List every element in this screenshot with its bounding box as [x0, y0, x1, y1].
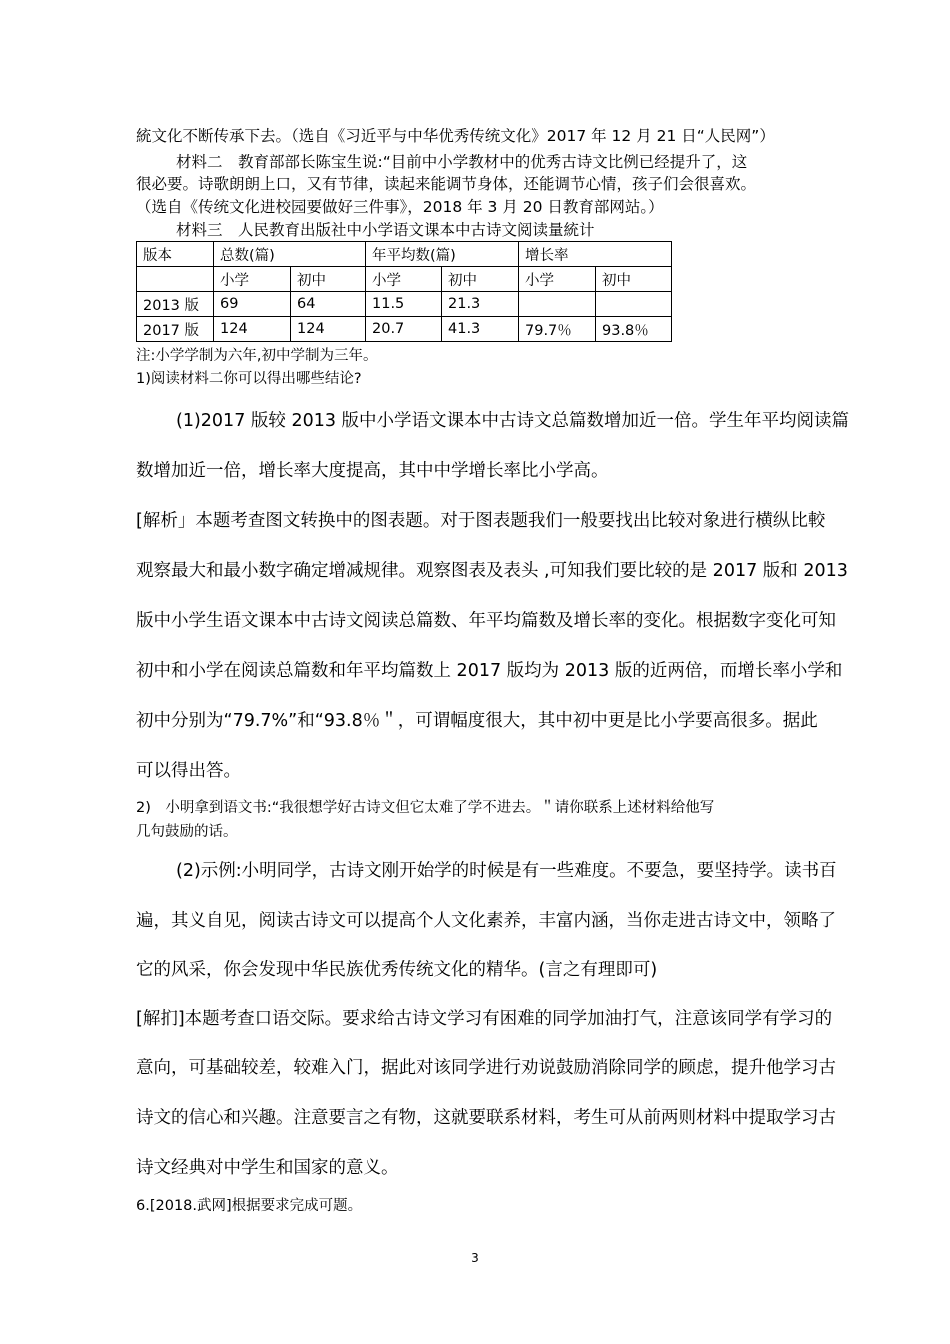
subheader-cell: 小学 [366, 267, 442, 292]
table-cell [596, 292, 672, 317]
table-cell: 2017 版 [137, 317, 214, 342]
text-line: 很必要。诗歌朗朗上口，又有节律，读起来能调节身体，还能调节心情，孩子们会很喜欢。 [136, 175, 757, 193]
analysis-line: 意向，可基础较差，较难入门，据此对该同学进行劝说鼓励消除同学的顾虑，提升他学习古 [136, 1058, 836, 1078]
text-line: （选自《传统文化进校园要做好三件事》，2018 年 3 月 20 日教育部网站。） [136, 198, 664, 216]
question-2: 2) 小明拿到语文书:“我很想学好古诗文但它太难了学不进去。＂请你联系上述材料给他写 [136, 800, 715, 816]
analysis-line: 可以得出答。 [136, 761, 241, 781]
question-1: 1)阅读材料二你可以得出哪些结论? [136, 371, 362, 387]
answer-line: (1)2017 版较 2013 版中小学语文课本中古诗文总篇数增加近一倍。学生年平均阅读篇 [176, 411, 850, 431]
subheader-cell: 小学 [214, 267, 291, 292]
table-cell: 20.7 [366, 317, 442, 342]
table-cell: 69 [214, 292, 291, 317]
table-cell: 124 [214, 317, 291, 342]
header-cell: 增长率 [519, 242, 672, 267]
header-cell: 总数(篇) [214, 242, 366, 267]
table-note: 注:小学学制为六年,初中学制为三年。 [136, 348, 378, 364]
text-line: 統文化不断传承下去。（选自《习近平与中华优秀传统文化》2017 年 12 月 21 日“人民网”） [136, 127, 775, 145]
question-2: 几句鼓励的话。 [136, 824, 238, 840]
analysis-line: 诗文的信心和兴趣。注意要言之有物，这就要联系材料，考生可从前两则材料中提取学习古 [136, 1108, 836, 1128]
analysis-line: [解析」本题考查图文转换中的图表题。对于图表题我们一般要找出比较对象进行横纵比較 [136, 511, 826, 531]
answer-line: (2)示例:小明同学，古诗文刚开始学的时候是有一些难度。不要急，要坚持学。读书百 [176, 861, 837, 881]
answer-line: 数增加近一倍，增长率大度提高，其中中学增长率比小学高。 [136, 461, 609, 481]
subheader-cell: 小学 [519, 267, 596, 292]
table-cell: 124 [291, 317, 366, 342]
header-cell: 版本 [137, 242, 214, 267]
table-cell [519, 292, 596, 317]
question-6: 6.[2018.武网]根据要求完成可题。 [136, 1198, 363, 1214]
answer-line: 它的风采，你会发现中华民族优秀传统文化的精华。(言之有理即可) [136, 960, 658, 980]
table-cell: 79.7％ [519, 317, 596, 342]
table-cell: 11.5 [366, 292, 442, 317]
analysis-line: 观察最大和最小数字确定增减规律。观察图表及表头 ,可知我们要比较的是 2017 版和 2013 [136, 561, 848, 581]
statistics-table [136, 241, 672, 342]
table-subheader-row [137, 267, 672, 292]
table-cell [137, 267, 214, 292]
analysis-line: 初中分别为“79.7%”和“93.8％＂，可谓幅度很大，其中初中更是比小学要高很多。据此 [136, 711, 818, 731]
subheader-cell: 初中 [442, 267, 519, 292]
analysis-line: 初中和小学在阅读总篇数和年平均篇数上 2017 版均为 2013 版的近两倍，而增长率小学和 [136, 661, 843, 681]
table-cell: 21.3 [442, 292, 519, 317]
analysis-line: [解扪]本题考查口语交际。要求给古诗文学习有困难的同学加油打气，注意该同学有学习的 [136, 1009, 833, 1029]
analysis-line: 版中小学生语文课本中古诗文阅读总篇数、年平均篇数及增长率的变化。根据数字变化可知 [136, 611, 836, 631]
header-cell: 年平均数(篇) [366, 242, 519, 267]
page-number: 3 [471, 1251, 479, 1265]
subheader-cell: 初中 [596, 267, 672, 292]
table-row [137, 317, 672, 342]
table-caption: 材料三 人民教育出版社中小学语文课本中古诗文阅读量統计 [176, 221, 595, 239]
table-cell: 64 [291, 292, 366, 317]
table-header-row [137, 242, 672, 267]
table-row [137, 292, 672, 317]
table-cell: 2013 版 [137, 292, 214, 317]
table-cell: 93.8％ [596, 317, 672, 342]
analysis-line: 诗文经典对中学生和国家的意义。 [136, 1158, 399, 1178]
subheader-cell: 初中 [291, 267, 366, 292]
text-line: 材料二 教育部部长陈宝生说:“目前中小学教材中的优秀古诗文比例已经提升了，这 [176, 153, 748, 171]
answer-line: 遍，其义自见，阅读古诗文可以提高个人文化素养，丰富内涵，当你走进古诗文中，领略了 [136, 911, 836, 931]
table-cell: 41.3 [442, 317, 519, 342]
